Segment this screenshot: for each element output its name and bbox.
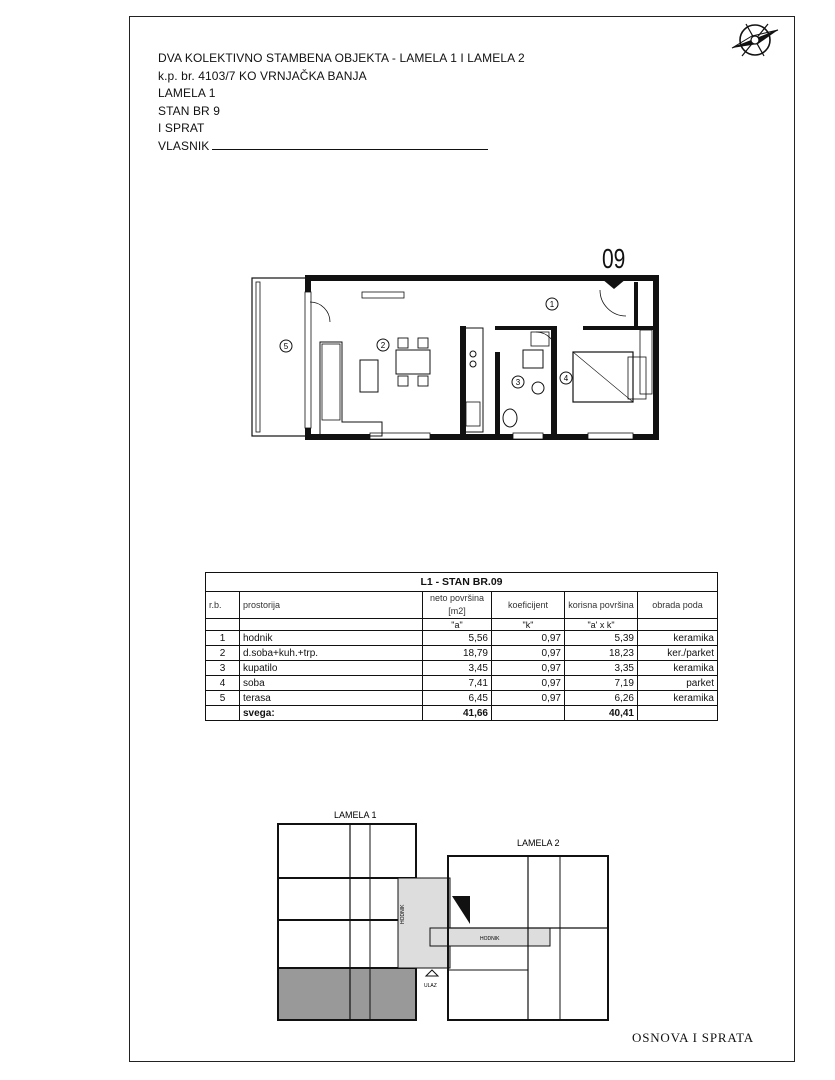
- lamela2-label: LAMELA 2: [517, 838, 560, 848]
- subheader-axk: "a' x k": [565, 619, 638, 631]
- table-row: [206, 646, 718, 661]
- ulaz-label: ULAZ: [424, 983, 437, 989]
- table-row: [206, 661, 718, 676]
- cell-coef: 0,97: [492, 661, 565, 676]
- cell-finish: keramika: [638, 691, 718, 706]
- table-title: L1 - STAN BR.09: [206, 573, 718, 592]
- room-marker-3: 3: [515, 378, 521, 387]
- cell-rb: 4: [206, 676, 240, 691]
- cell-room: soba: [240, 676, 423, 691]
- cell-useful: 5,39: [565, 631, 638, 646]
- table-row: [206, 691, 718, 706]
- apartment-number: 09: [602, 243, 626, 274]
- lamela-label: LAMELA 1: [158, 86, 216, 100]
- apartment-label: STAN BR 9: [158, 103, 221, 118]
- cell-coef: 0,97: [492, 631, 565, 646]
- cell-coef: 0,97: [492, 691, 565, 706]
- floor-label-text: I SPRAT: [158, 121, 205, 135]
- cell-room: kupatilo: [240, 661, 423, 676]
- lamela1-label: LAMELA 1: [334, 810, 377, 820]
- svg-text:HODNIK: HODNIK: [480, 936, 500, 942]
- parcel-info: k.p. br. 4103/7 KO VRNJAČKA BANJA: [158, 68, 367, 83]
- subheader-a: "a": [423, 619, 492, 631]
- cell-rb: 3: [206, 661, 240, 676]
- project-title: DVA KOLEKTIVNO STAMBENA OBJEKTA - LAMELA 1 I LAMELA 2: [158, 51, 525, 65]
- cell-net: 5,56: [423, 631, 492, 646]
- cell-coef: 0,97: [492, 646, 565, 661]
- cell-useful: 3,35: [565, 661, 638, 676]
- header-coefficient: koeficijent: [492, 592, 565, 619]
- apartment-floor-plan: [248, 242, 668, 447]
- cell-useful: 7,19: [565, 676, 638, 691]
- north-arrow-icon: [728, 18, 780, 62]
- subheader-k: "k": [492, 619, 565, 631]
- cell-room: hodnik: [240, 631, 423, 646]
- owner-signature-line: [212, 138, 488, 150]
- cell-finish: ker./parket: [638, 646, 718, 661]
- total-useful: 40,41: [565, 706, 638, 721]
- floor-plan-label: OSNOVA I SPRATA: [632, 1030, 754, 1045]
- total-label: svega:: [240, 706, 423, 721]
- cell-finish: keramika: [638, 631, 718, 646]
- cell-rb: 1: [206, 631, 240, 646]
- room-marker-1: 1: [549, 300, 555, 309]
- cell-coef: 0,97: [492, 676, 565, 691]
- cell-rb: 5: [206, 691, 240, 706]
- cell-net: 7,41: [423, 676, 492, 691]
- table-row: [206, 676, 718, 691]
- header-net-area: neto površina [m2]: [423, 592, 492, 619]
- room-marker-5: 5: [283, 342, 289, 351]
- room-marker-2: 2: [380, 341, 386, 350]
- cell-finish: parket: [638, 676, 718, 691]
- title-block: [158, 50, 525, 155]
- header-floor-finish: obrada poda: [638, 592, 718, 619]
- header-rb: r.b.: [206, 592, 240, 619]
- owner-label: VLASNIK: [158, 138, 210, 153]
- cell-rb: 2: [206, 646, 240, 661]
- cell-net: 18,79: [423, 646, 492, 661]
- cell-room: d.soba+kuh.+trp.: [240, 646, 423, 661]
- total-net: 41,66: [423, 706, 492, 721]
- header-useful-area: korisna površina: [565, 592, 638, 619]
- cell-net: 3,45: [423, 661, 492, 676]
- owner-field: [158, 138, 525, 156]
- cell-net: 6,45: [423, 691, 492, 706]
- room-marker-4: 4: [563, 374, 569, 383]
- site-plan: [270, 800, 620, 1030]
- cell-room: terasa: [240, 691, 423, 706]
- area-table: [205, 572, 718, 721]
- table-row: [206, 631, 718, 646]
- hodnik-label: HODNIK: [400, 904, 406, 924]
- cell-useful: 6,26: [565, 691, 638, 706]
- header-room: prostorija: [240, 592, 423, 619]
- cell-finish: keramika: [638, 661, 718, 676]
- cell-useful: 18,23: [565, 646, 638, 661]
